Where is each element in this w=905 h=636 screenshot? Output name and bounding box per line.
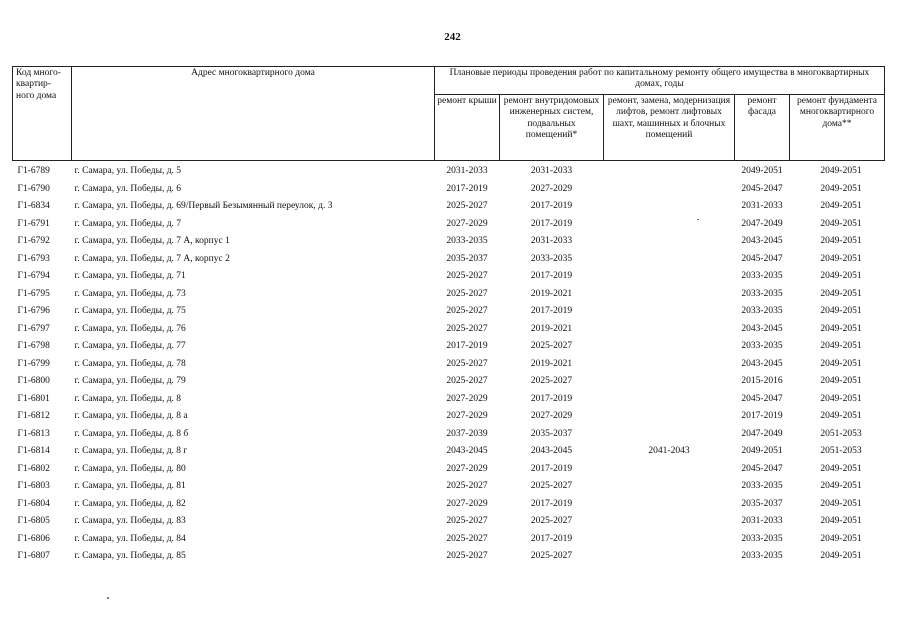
cell-roof: 2027-2029 xyxy=(446,463,488,474)
cell-foundation: 2051-2053 xyxy=(820,446,862,457)
table-row xyxy=(13,198,885,216)
table-row xyxy=(13,531,885,549)
cell-foundation: 2049-2051 xyxy=(820,183,862,194)
cell-engineering: 2019-2021 xyxy=(530,323,573,334)
cell-foundation: 2049-2051 xyxy=(820,288,862,299)
cell-foundation: 2049-2051 xyxy=(820,358,862,369)
cell-roof: 2017-2019 xyxy=(446,341,488,352)
cell-code: Г1-6797 xyxy=(17,323,50,334)
cell-code: Г1-6798 xyxy=(17,341,50,352)
table-row xyxy=(13,216,885,234)
cell-roof: 2025-2027 xyxy=(446,358,488,369)
cell-foundation: 2049-2051 xyxy=(820,166,862,177)
header-foundation: ремонт фундамента многоквартирного дома** xyxy=(790,95,885,161)
cell-code: Г1-6805 xyxy=(17,516,50,527)
cell-code: Г1-6799 xyxy=(17,358,50,369)
table-row xyxy=(13,233,885,251)
cell-roof: 2033-2035 xyxy=(446,236,488,247)
cell-lifts xyxy=(604,198,735,216)
cell-engineering: 2027-2029 xyxy=(530,183,573,194)
cell-code: Г1-6802 xyxy=(17,463,50,474)
cell-engineering: 2025-2027 xyxy=(530,481,573,492)
table-row xyxy=(13,251,885,269)
cell-lifts xyxy=(604,161,735,181)
cell-address: г. Самара, ул. Победы, д. 7 А, корпус 2 xyxy=(74,253,230,264)
cell-roof: 2027-2029 xyxy=(446,393,488,404)
cell-roof: 2035-2037 xyxy=(446,253,488,264)
cell-facade: 2033-2035 xyxy=(741,288,783,299)
cell-roof: 2025-2027 xyxy=(446,481,488,492)
cell-foundation: 2049-2051 xyxy=(820,271,862,282)
cell-code: Г1-6793 xyxy=(17,253,50,264)
cell-address: г. Самара, ул. Победы, д. 82 xyxy=(74,498,186,509)
cell-facade: 2045-2047 xyxy=(741,253,783,264)
cell-lifts xyxy=(604,251,735,269)
cell-engineering: 2035-2037 xyxy=(530,428,573,439)
cell-foundation: 2049-2051 xyxy=(820,533,862,544)
cell-roof: 2037-2039 xyxy=(446,428,488,439)
cell-facade: 2045-2047 xyxy=(741,463,783,474)
table-row xyxy=(13,548,885,566)
cell-lifts: 2041-2043 xyxy=(648,446,690,457)
cell-engineering: 2017-2019 xyxy=(530,393,573,404)
table-row xyxy=(13,408,885,426)
cell-facade: 2035-2037 xyxy=(741,498,783,509)
cell-address: г. Самара, ул. Победы, д. 84 xyxy=(74,533,186,544)
cell-code: Г1-6790 xyxy=(17,183,50,194)
table-body xyxy=(13,161,885,566)
cell-code: Г1-6791 xyxy=(17,218,50,229)
cell-address: г. Самара, ул. Победы, д. 83 xyxy=(74,516,186,527)
cell-code: Г1-6801 xyxy=(17,393,50,404)
cell-code: Г1-6834 xyxy=(17,201,50,212)
cell-engineering: 2025-2027 xyxy=(530,376,573,387)
table-row xyxy=(13,268,885,286)
cell-address: г. Самара, ул. Победы, д. 7 А, корпус 1 xyxy=(74,236,230,247)
cell-foundation: 2049-2051 xyxy=(820,463,862,474)
table-row xyxy=(13,461,885,479)
cell-foundation: 2049-2051 xyxy=(820,551,862,562)
cell-lifts xyxy=(604,356,735,374)
cell-roof: 2017-2019 xyxy=(446,183,488,194)
cell-code: Г1-6803 xyxy=(17,481,50,492)
table-row xyxy=(13,478,885,496)
cell-roof: 2025-2027 xyxy=(446,376,488,387)
cell-lifts xyxy=(604,391,735,409)
header-engineering: ремонт внутридомовых инженерных систем, подвальных помещений* xyxy=(500,95,604,161)
table-row xyxy=(13,391,885,409)
cell-engineering: 2025-2027 xyxy=(530,551,573,562)
cell-foundation: 2049-2051 xyxy=(820,498,862,509)
table-row xyxy=(13,161,885,181)
table-row xyxy=(13,286,885,304)
header-code: Код много-квартир-ного дома xyxy=(13,67,72,161)
cell-roof: 2027-2029 xyxy=(446,498,488,509)
cell-lifts xyxy=(604,303,735,321)
cell-address: г. Самара, ул. Победы, д. 8 xyxy=(74,393,182,404)
cell-engineering: 2043-2045 xyxy=(530,446,573,457)
cell-code: Г1-6794 xyxy=(17,271,50,282)
cell-engineering: 2027-2029 xyxy=(530,411,573,422)
cell-engineering: 2031-2033 xyxy=(530,236,573,247)
cell-engineering: 2017-2019 xyxy=(530,218,573,229)
cell-engineering: 2017-2019 xyxy=(530,498,573,509)
cell-address: г. Самара, ул. Победы, д. 69/Первый Безымянный переулок, д. 3 xyxy=(74,201,333,212)
cell-facade: 2049-2051 xyxy=(741,166,783,177)
cell-facade: 2031-2033 xyxy=(741,201,783,212)
cell-lifts xyxy=(604,531,735,549)
cell-lifts xyxy=(604,181,735,199)
cell-code: Г1-6800 xyxy=(17,376,50,387)
cell-engineering: 2017-2019 xyxy=(530,533,573,544)
cell-foundation: 2049-2051 xyxy=(820,393,862,404)
header-facade: ремонт фасада xyxy=(735,95,790,161)
cell-address: г. Самара, ул. Победы, д. 6 xyxy=(74,183,182,194)
cell-lifts xyxy=(604,373,735,391)
cell-address: г. Самара, ул. Победы, д. 81 xyxy=(74,481,186,492)
cell-lifts xyxy=(604,426,735,444)
cell-foundation: 2049-2051 xyxy=(820,341,862,352)
cell-address: г. Самара, ул. Победы, д. 79 xyxy=(74,376,186,387)
cell-code: Г1-6789 xyxy=(17,166,50,177)
cell-roof: 2043-2045 xyxy=(446,446,488,457)
cell-roof: 2025-2027 xyxy=(446,288,488,299)
cell-code: Г1-6814 xyxy=(17,446,50,457)
cell-roof: 2025-2027 xyxy=(446,306,488,317)
table-row xyxy=(13,356,885,374)
table-row xyxy=(13,373,885,391)
cell-lifts xyxy=(604,496,735,514)
cell-facade: 2017-2019 xyxy=(741,411,783,422)
cell-foundation: 2049-2051 xyxy=(820,201,862,212)
cell-code: Г1-6813 xyxy=(17,428,50,439)
cell-facade: 2033-2035 xyxy=(741,533,783,544)
header-lifts: ремонт, замена, модернизация лифтов, ремонт лифтовых шахт, машинных и блочных помещений xyxy=(604,95,735,161)
cell-facade: 2043-2045 xyxy=(741,323,783,334)
cell-address: г. Самара, ул. Победы, д. 78 xyxy=(74,358,186,369)
cell-facade: 2033-2035 xyxy=(741,306,783,317)
cell-engineering: 2017-2019 xyxy=(530,201,573,212)
cell-facade: 2043-2045 xyxy=(741,236,783,247)
repair-schedule-table xyxy=(12,66,885,566)
table-row xyxy=(13,496,885,514)
cell-address: г. Самара, ул. Победы, д. 85 xyxy=(74,551,186,562)
cell-code: Г1-6807 xyxy=(17,551,50,562)
cell-address: г. Самара, ул. Победы, д. 75 xyxy=(74,306,186,317)
cell-facade: 2033-2035 xyxy=(741,271,783,282)
cell-roof: 2031-2033 xyxy=(446,166,488,177)
cell-foundation: 2049-2051 xyxy=(820,411,862,422)
cell-code: Г1-6796 xyxy=(17,306,50,317)
header-address: Адрес многоквартирного дома xyxy=(72,67,435,161)
cell-engineering: 2033-2035 xyxy=(530,253,573,264)
cell-engineering: 2019-2021 xyxy=(530,288,573,299)
scan-speck xyxy=(107,597,109,599)
cell-code: Г1-6806 xyxy=(17,533,50,544)
cell-lifts xyxy=(604,268,735,286)
cell-foundation: 2049-2051 xyxy=(820,376,862,387)
cell-lifts xyxy=(604,408,735,426)
cell-address: г. Самара, ул. Победы, д. 8 б xyxy=(74,428,189,439)
cell-code: Г1-6795 xyxy=(17,288,50,299)
cell-foundation: 2049-2051 xyxy=(820,516,862,527)
cell-foundation: 2051-2053 xyxy=(820,428,862,439)
table-row xyxy=(13,426,885,444)
cell-lifts xyxy=(604,548,735,566)
cell-facade: 2033-2035 xyxy=(741,551,783,562)
cell-lifts xyxy=(604,461,735,479)
table-row xyxy=(13,338,885,356)
cell-engineering: 2019-2021 xyxy=(530,358,573,369)
header-roof: ремонт крыши xyxy=(435,95,500,161)
cell-engineering: 2025-2027 xyxy=(530,516,573,527)
cell-foundation: 2049-2051 xyxy=(820,323,862,334)
cell-code: Г1-6812 xyxy=(17,411,50,422)
cell-lifts xyxy=(604,286,735,304)
cell-facade: 2031-2033 xyxy=(741,516,783,527)
header-periods: Плановые периоды проведения работ по капитальному ремонту общего имущества в многоквартирных домах, годы xyxy=(435,67,885,95)
cell-lifts xyxy=(604,478,735,496)
table-row xyxy=(13,443,885,461)
cell-facade: 2045-2047 xyxy=(741,183,783,194)
cell-engineering: 2017-2019 xyxy=(530,463,573,474)
cell-foundation: 2049-2051 xyxy=(820,481,862,492)
cell-address: г. Самара, ул. Победы, д. 73 xyxy=(74,288,186,299)
cell-lifts xyxy=(604,216,735,234)
cell-facade: 2033-2035 xyxy=(741,341,783,352)
page-number: 242 xyxy=(444,31,461,43)
scan-speck xyxy=(697,219,699,220)
cell-engineering: 2031-2033 xyxy=(530,166,573,177)
cell-lifts xyxy=(604,233,735,251)
cell-facade: 2043-2045 xyxy=(741,358,783,369)
cell-facade: 2045-2047 xyxy=(741,393,783,404)
cell-foundation: 2049-2051 xyxy=(820,253,862,264)
cell-facade: 2047-2049 xyxy=(741,428,783,439)
cell-address: г. Самара, ул. Победы, д. 8 а xyxy=(74,411,188,422)
cell-roof: 2027-2029 xyxy=(446,218,488,229)
cell-roof: 2025-2027 xyxy=(446,533,488,544)
cell-facade: 2015-2016 xyxy=(741,376,783,387)
cell-address: г. Самара, ул. Победы, д. 80 xyxy=(74,463,186,474)
cell-roof: 2027-2029 xyxy=(446,411,488,422)
cell-facade: 2047-2049 xyxy=(741,218,783,229)
cell-address: г. Самара, ул. Победы, д. 77 xyxy=(74,341,186,352)
cell-roof: 2025-2027 xyxy=(446,201,488,212)
cell-engineering: 2017-2019 xyxy=(530,271,573,282)
cell-lifts xyxy=(604,513,735,531)
cell-lifts xyxy=(604,321,735,339)
cell-foundation: 2049-2051 xyxy=(820,236,862,247)
cell-address: г. Самара, ул. Победы, д. 8 г xyxy=(74,446,188,457)
table-row xyxy=(13,303,885,321)
cell-roof: 2025-2027 xyxy=(446,551,488,562)
table-row xyxy=(13,181,885,199)
table-row xyxy=(13,321,885,339)
cell-code: Г1-6804 xyxy=(17,498,50,509)
cell-engineering: 2017-2019 xyxy=(530,306,573,317)
cell-facade: 2049-2051 xyxy=(741,446,783,457)
cell-address: г. Самара, ул. Победы, д. 76 xyxy=(74,323,186,334)
cell-code: Г1-6792 xyxy=(17,236,50,247)
cell-lifts xyxy=(604,338,735,356)
cell-roof: 2025-2027 xyxy=(446,516,488,527)
table-row xyxy=(13,513,885,531)
cell-engineering: 2025-2027 xyxy=(530,341,573,352)
cell-address: г. Самара, ул. Победы, д. 7 xyxy=(74,218,182,229)
cell-facade: 2033-2035 xyxy=(741,481,783,492)
cell-roof: 2025-2027 xyxy=(446,323,488,334)
cell-foundation: 2049-2051 xyxy=(820,218,862,229)
cell-roof: 2025-2027 xyxy=(446,271,488,282)
cell-address: г. Самара, ул. Победы, д. 5 xyxy=(74,166,182,177)
cell-foundation: 2049-2051 xyxy=(820,306,862,317)
cell-address: г. Самара, ул. Победы, д. 71 xyxy=(74,271,186,282)
